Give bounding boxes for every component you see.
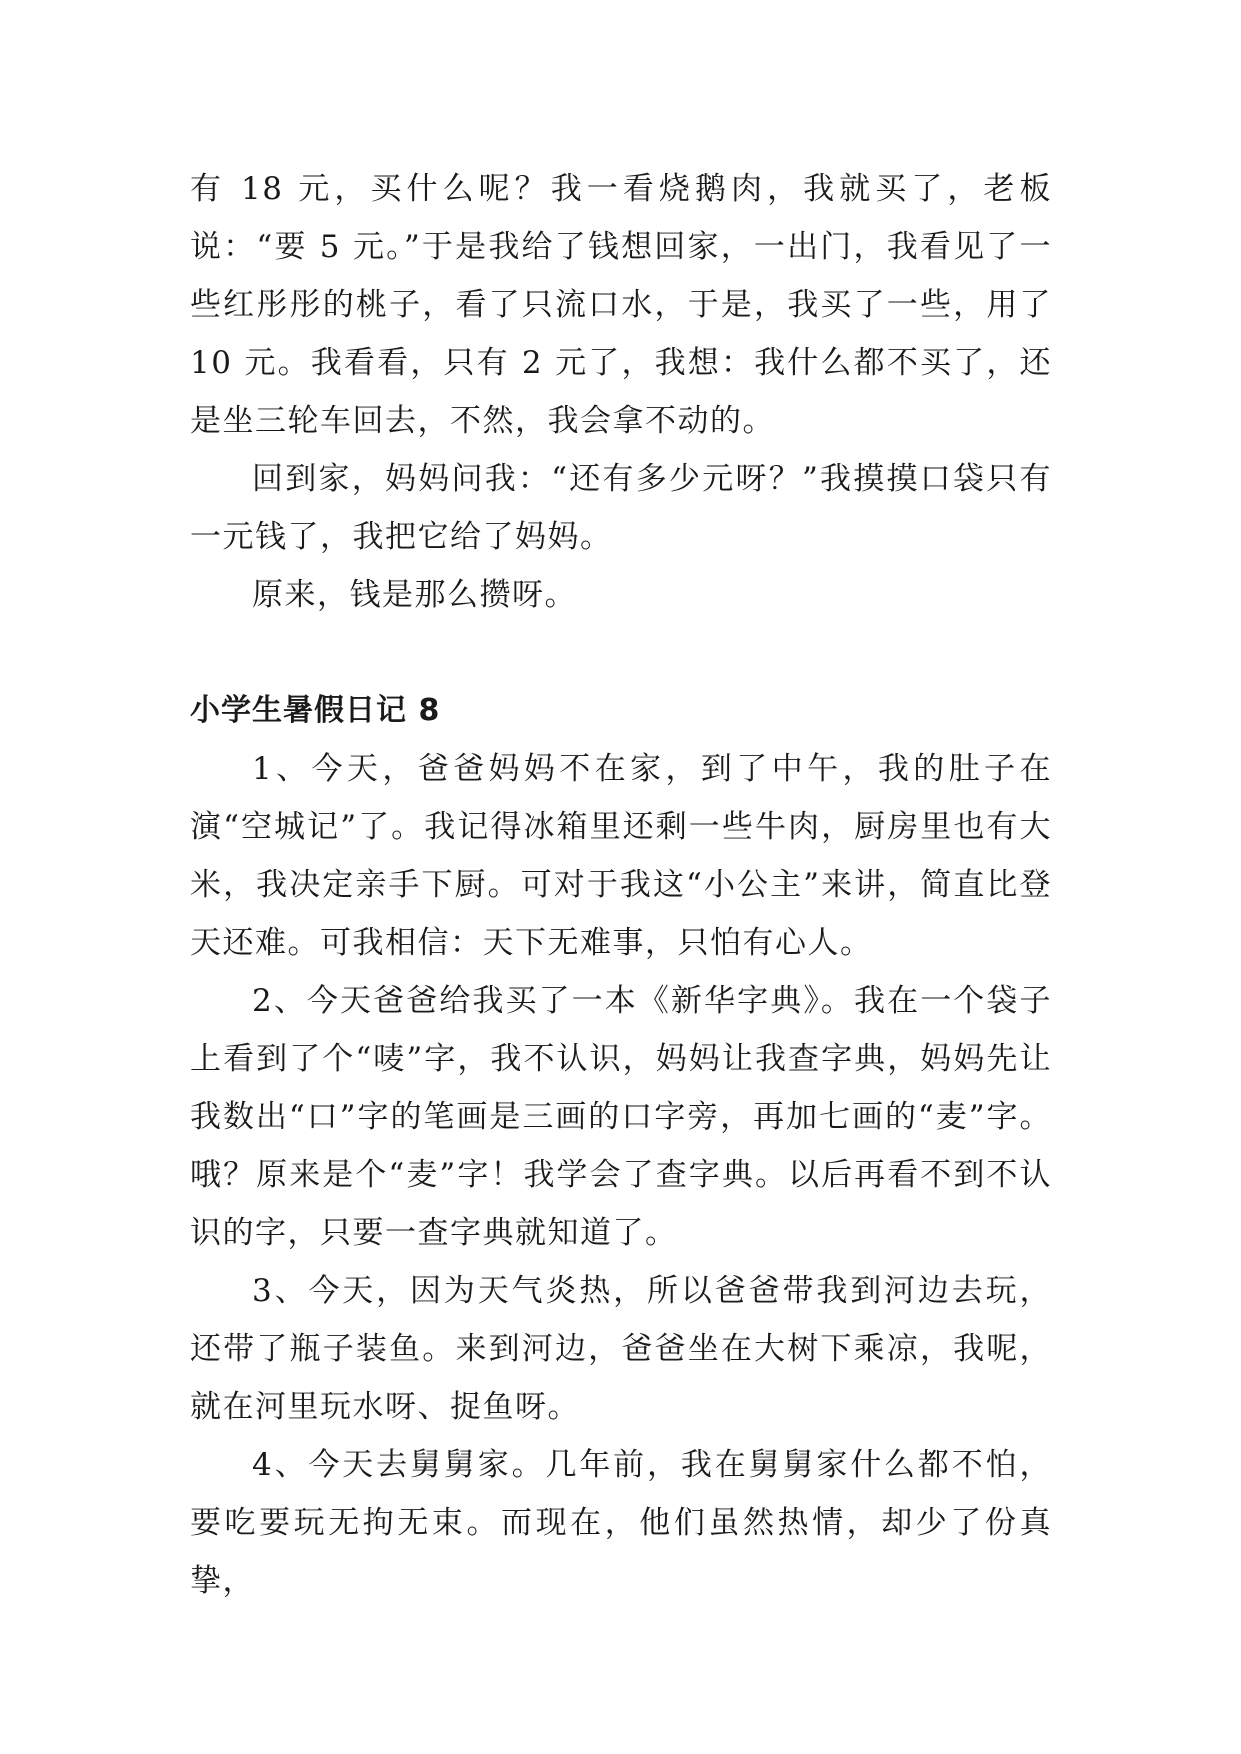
paragraph-continuation: 有 18 元，买什么呢？我一看烧鹅肉，我就买了，老板说：“要 5 元。”于是我给了钱想回家，一出门，我看见了一些红彤彤的桃子，看了只流口水，于是，我买了一些，用了 10 元。我看看，只有 2 元了，我想：我什么都不买了，还是坐三轮车回去，不然，我会拿不动的。: [190, 171, 1052, 439]
paragraph: 1、今天，爸爸妈妈不在家，到了中午，我的肚子在演“空城记”了。我记得冰箱里还剩一些牛肉，厨房里也有大米，我决定亲手下厨。可对于我这“小公主”来讲，简直比登天还难。可我相信：天下无难事，只怕有心人。: [190, 751, 1052, 961]
paragraph: 回到家，妈妈问我：“还有多少元呀？”我摸摸口袋只有一元钱了，我把它给了妈妈。: [190, 461, 1052, 555]
paragraph: 4、今天去舅舅家。几年前，我在舅舅家什么都不怕，要吃要玩无拘无束。而现在，他们虽然热情，却少了份真挚，: [190, 1447, 1052, 1599]
paragraph: 3、今天，因为天气炎热，所以爸爸带我到河边去玩，还带了瓶子装鱼。来到河边，爸爸坐在大树下乘凉，我呢，就在河里玩水呀、捉鱼呀。: [190, 1273, 1052, 1425]
paragraph: 2、今天爸爸给我买了一本《新华字典》。我在一个袋子上看到了个“唛”字，我不认识，妈妈让我查字典，妈妈先让我数出“口”字的笔画是三画的口字旁，再加七画的“麦”字。哦？原来是个“麦”字！我学会了查字典。以后再看不到不认识的字，只要一查字典就知道了。: [190, 983, 1052, 1251]
paragraph: 原来，钱是那么攒呀。: [252, 577, 577, 613]
document-body: [190, 160, 1052, 1610]
section-title: 小学生暑假日记 8: [190, 693, 441, 728]
